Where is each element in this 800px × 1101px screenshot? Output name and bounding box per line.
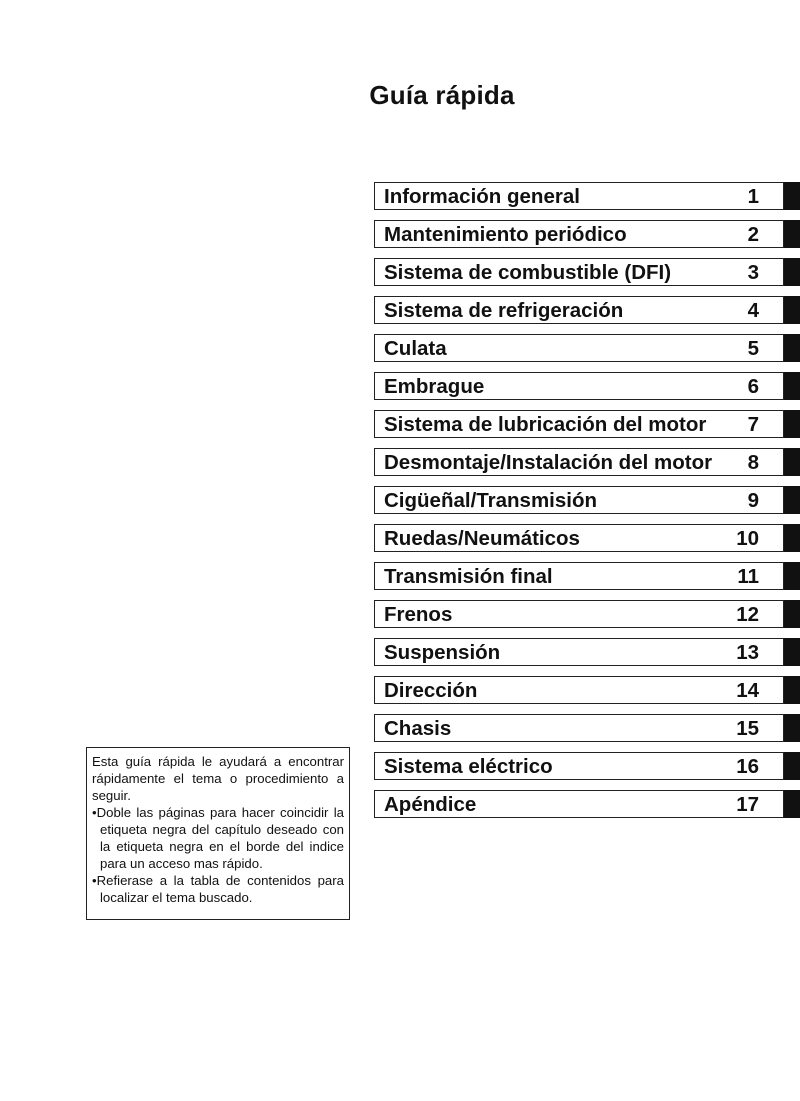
toc-entry-box	[374, 220, 784, 248]
toc-row[interactable]	[374, 220, 800, 248]
toc-entry-box	[374, 752, 784, 780]
toc-entry-box	[374, 790, 784, 818]
toc-row[interactable]	[374, 600, 800, 628]
toc-entry-number: 14	[736, 679, 759, 702]
toc-entry-label: Suspensión	[384, 641, 501, 664]
toc-entry-box	[374, 334, 784, 362]
black-chapter-tab	[784, 790, 800, 818]
toc-entry-label: Información general	[384, 185, 580, 208]
toc-entry-number: 6	[747, 375, 759, 398]
toc-entry-label: Ruedas/Neumáticos	[384, 527, 580, 550]
toc-row[interactable]	[374, 372, 800, 400]
toc-entry-label: Sistema de refrigeración	[384, 299, 624, 322]
toc-entry-label: Sistema de lubricación del motor	[384, 413, 707, 436]
note-bullet: •Doble las páginas para hacer coincidir la etiqueta negra del capítulo deseado con la etiqueta negra en el borde del indice para un acceso mas rápido.	[92, 805, 344, 871]
toc-entry-label: Dirección	[384, 679, 478, 702]
toc-entry-number: 10	[736, 527, 759, 550]
toc-entry-number: 5	[747, 337, 759, 360]
toc-entry-label: Mantenimiento periódico	[384, 223, 627, 246]
toc-entry-number: 16	[736, 755, 759, 778]
toc-entry-number: 15	[736, 717, 759, 740]
black-chapter-tab	[784, 258, 800, 286]
black-chapter-tab	[784, 220, 800, 248]
black-chapter-tab	[784, 372, 800, 400]
toc-row[interactable]	[374, 182, 800, 210]
toc-row[interactable]	[374, 790, 800, 818]
toc-entry-number: 17	[736, 793, 759, 816]
toc-entry-number: 3	[747, 261, 759, 284]
black-chapter-tab	[784, 562, 800, 590]
black-chapter-tab	[784, 448, 800, 476]
toc-row[interactable]	[374, 752, 800, 780]
toc-row[interactable]	[374, 486, 800, 514]
toc-entry-box	[374, 296, 784, 324]
black-chapter-tab	[784, 600, 800, 628]
toc-row[interactable]	[374, 676, 800, 704]
toc-entry-box	[374, 562, 784, 590]
toc-entry-label: Frenos	[384, 603, 453, 626]
black-chapter-tab	[784, 524, 800, 552]
black-chapter-tab	[784, 334, 800, 362]
toc-entry-number: 11	[737, 565, 759, 588]
toc-entry-number: 12	[736, 603, 759, 626]
toc-entry-number: 13	[736, 641, 759, 664]
toc-entry-label: Desmontaje/Instalación del motor	[384, 451, 713, 474]
toc-entry-label: Chasis	[384, 717, 452, 740]
toc-row[interactable]	[374, 410, 800, 438]
black-chapter-tab	[784, 752, 800, 780]
toc-entry-box	[374, 714, 784, 742]
black-chapter-tab	[784, 714, 800, 742]
toc-entry-box	[374, 524, 784, 552]
toc-row[interactable]	[374, 714, 800, 742]
toc-entry-number: 9	[747, 489, 759, 512]
toc-row[interactable]	[374, 562, 800, 590]
toc-entry-box	[374, 410, 784, 438]
page-title: Guía rápida	[369, 80, 515, 110]
toc-entry-box	[374, 676, 784, 704]
black-chapter-tab	[784, 638, 800, 666]
toc-entry-label: Sistema eléctrico	[384, 755, 553, 778]
toc-entry-box	[374, 448, 784, 476]
note-bullet: •Refierase a la tabla de contenidos para localizar el tema buscado.	[92, 873, 344, 905]
toc-entry-number: 1	[747, 185, 759, 208]
black-chapter-tab	[784, 676, 800, 704]
toc-entry-box	[374, 372, 784, 400]
toc-entry-box	[374, 486, 784, 514]
toc-entry-label: Apéndice	[384, 793, 477, 816]
toc-entry-label: Culata	[384, 337, 447, 360]
toc-entry-number: 2	[747, 223, 759, 246]
black-chapter-tab	[784, 296, 800, 324]
black-chapter-tab	[784, 486, 800, 514]
note-intro-text: Esta guía rápida le ayudará a encontrar rápidamente el tema o procedimiento a seguir.	[92, 754, 344, 803]
toc-row[interactable]	[374, 448, 800, 476]
toc-row[interactable]	[374, 524, 800, 552]
quick-guide-index	[374, 182, 800, 828]
toc-row[interactable]	[374, 296, 800, 324]
black-chapter-tab	[784, 182, 800, 210]
black-chapter-tab	[784, 410, 800, 438]
toc-entry-number: 4	[747, 299, 759, 322]
toc-entry-number: 7	[747, 413, 759, 436]
toc-entry-label: Cigüeñal/Transmisión	[384, 489, 598, 512]
instructions-note	[86, 747, 350, 920]
toc-entry-box	[374, 182, 784, 210]
toc-entry-label: Embrague	[384, 375, 485, 398]
toc-row[interactable]	[374, 334, 800, 362]
toc-entry-box	[374, 600, 784, 628]
toc-entry-box	[374, 638, 784, 666]
toc-entry-label: Transmisión final	[384, 565, 553, 588]
toc-entry-number: 8	[747, 451, 759, 474]
toc-row[interactable]	[374, 638, 800, 666]
toc-entry-label: Sistema de combustible (DFI)	[384, 261, 672, 284]
toc-row[interactable]	[374, 258, 800, 286]
toc-entry-box	[374, 258, 784, 286]
